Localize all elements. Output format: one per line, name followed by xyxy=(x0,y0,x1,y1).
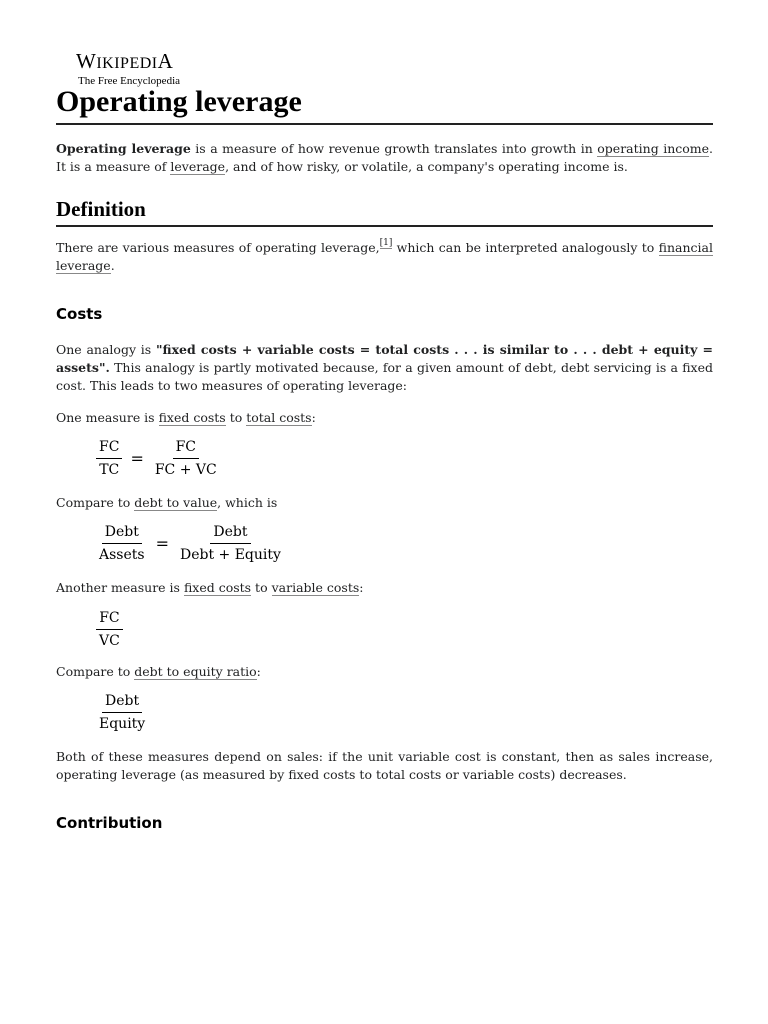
costs-paragraph-1: One analogy is "fixed costs + variable costs = total costs . . . is similar to . . . debt + equity = assets". This analogy is partly motivated because, for a given amount of debt, debt servicing is a fixed cost. This leads to two measures of operating leverage: xyxy=(56,342,714,393)
link-fixed-costs[interactable]: fixed costs xyxy=(158,410,226,425)
link-fixed-costs-2[interactable]: fixed costs xyxy=(183,580,252,595)
analogy-bold: "fixed costs + variable costs = total costs . . . is similar to . . . debt + equity = assets". xyxy=(56,342,714,375)
fraction-fc-over-vc: $\frac{FC}{VC}$ xyxy=(96,609,123,650)
definition-paragraph: There are various measures of operating leverage,[1] which can be interpreted analogously to financial leverage. xyxy=(56,238,713,273)
link-debt-to-equity-ratio[interactable]: debt to equity ratio xyxy=(134,664,257,679)
heading-contribution: Contribution xyxy=(56,814,163,832)
section-contribution xyxy=(56,813,713,833)
section-definition xyxy=(56,196,713,227)
formula-fc-tc: $\frac{FC}{TC}$ = $\frac{FC}{FC + VC}$ xyxy=(96,438,220,479)
link-financial-leverage[interactable]: financial leverage xyxy=(56,240,713,273)
wikipedia-logo[interactable] xyxy=(76,50,236,88)
link-operating-income[interactable]: operating income xyxy=(597,141,710,156)
fraction-fc-over-fc-plus-vc: $\frac{FC}{FC + VC}$ xyxy=(154,439,217,478)
link-variable-costs[interactable]: variable costs xyxy=(271,580,360,595)
page-title: Operating leverage xyxy=(56,84,713,125)
link-leverage[interactable]: leverage xyxy=(170,159,226,174)
logo-wordmark: WIKIPEDIA xyxy=(76,49,174,73)
link-debt-to-value[interactable]: debt to value xyxy=(134,495,218,510)
heading-definition: Definition xyxy=(56,196,713,227)
fraction-fc-over-tc: $\frac{FC}{TC}$ xyxy=(96,438,122,479)
formula-debt-assets: $\frac{\text{Debt}}{\text{Assets}}$ = $\frac{\text{Debt}}{\text{Debt + Equity}}$ xyxy=(96,523,284,564)
formula-debt-equity xyxy=(96,692,148,733)
heading-costs: Costs xyxy=(56,305,103,323)
costs-paragraph-2: One measure is fixed costs to total costs: xyxy=(56,410,316,425)
intro-paragraph: Operating leverage is a measure of how revenue growth translates into growth in operating income. It is a measure of leverage, and of how risky, or volatile, a company's operating income is. xyxy=(56,141,714,174)
formula-fc-vc xyxy=(96,609,123,650)
fraction-debt-over-debt-plus-equity: $\frac{\text{Debt}}{\text{Debt + Equity}}$ xyxy=(179,524,281,563)
reference-1[interactable]: [1] xyxy=(379,238,393,248)
section-costs xyxy=(56,304,713,324)
fraction-debt-over-equity: $\frac{\text{Debt}}{\text{Equity}}$ xyxy=(99,693,146,732)
costs-paragraph-4: Another measure is fixed costs to variable costs: xyxy=(56,580,364,595)
costs-paragraph-5: Compare to debt to equity ratio: xyxy=(56,664,261,679)
link-total-costs[interactable]: total costs xyxy=(246,410,312,425)
costs-paragraph-6: Both of these measures depend on sales: if the unit variable cost is constant, then as sales increase, operating leverage (as measured by fixed costs to total costs or variable costs) decreases. xyxy=(56,749,713,782)
costs-paragraph-3: Compare to debt to value, which is xyxy=(56,495,278,510)
fraction-debt-over-assets: $\frac{\text{Debt}}{\text{Assets}}$ xyxy=(99,524,145,563)
logo-tagline: The Free Encyclopedia xyxy=(78,75,181,87)
intro-bold-term: Operating leverage xyxy=(56,141,191,156)
